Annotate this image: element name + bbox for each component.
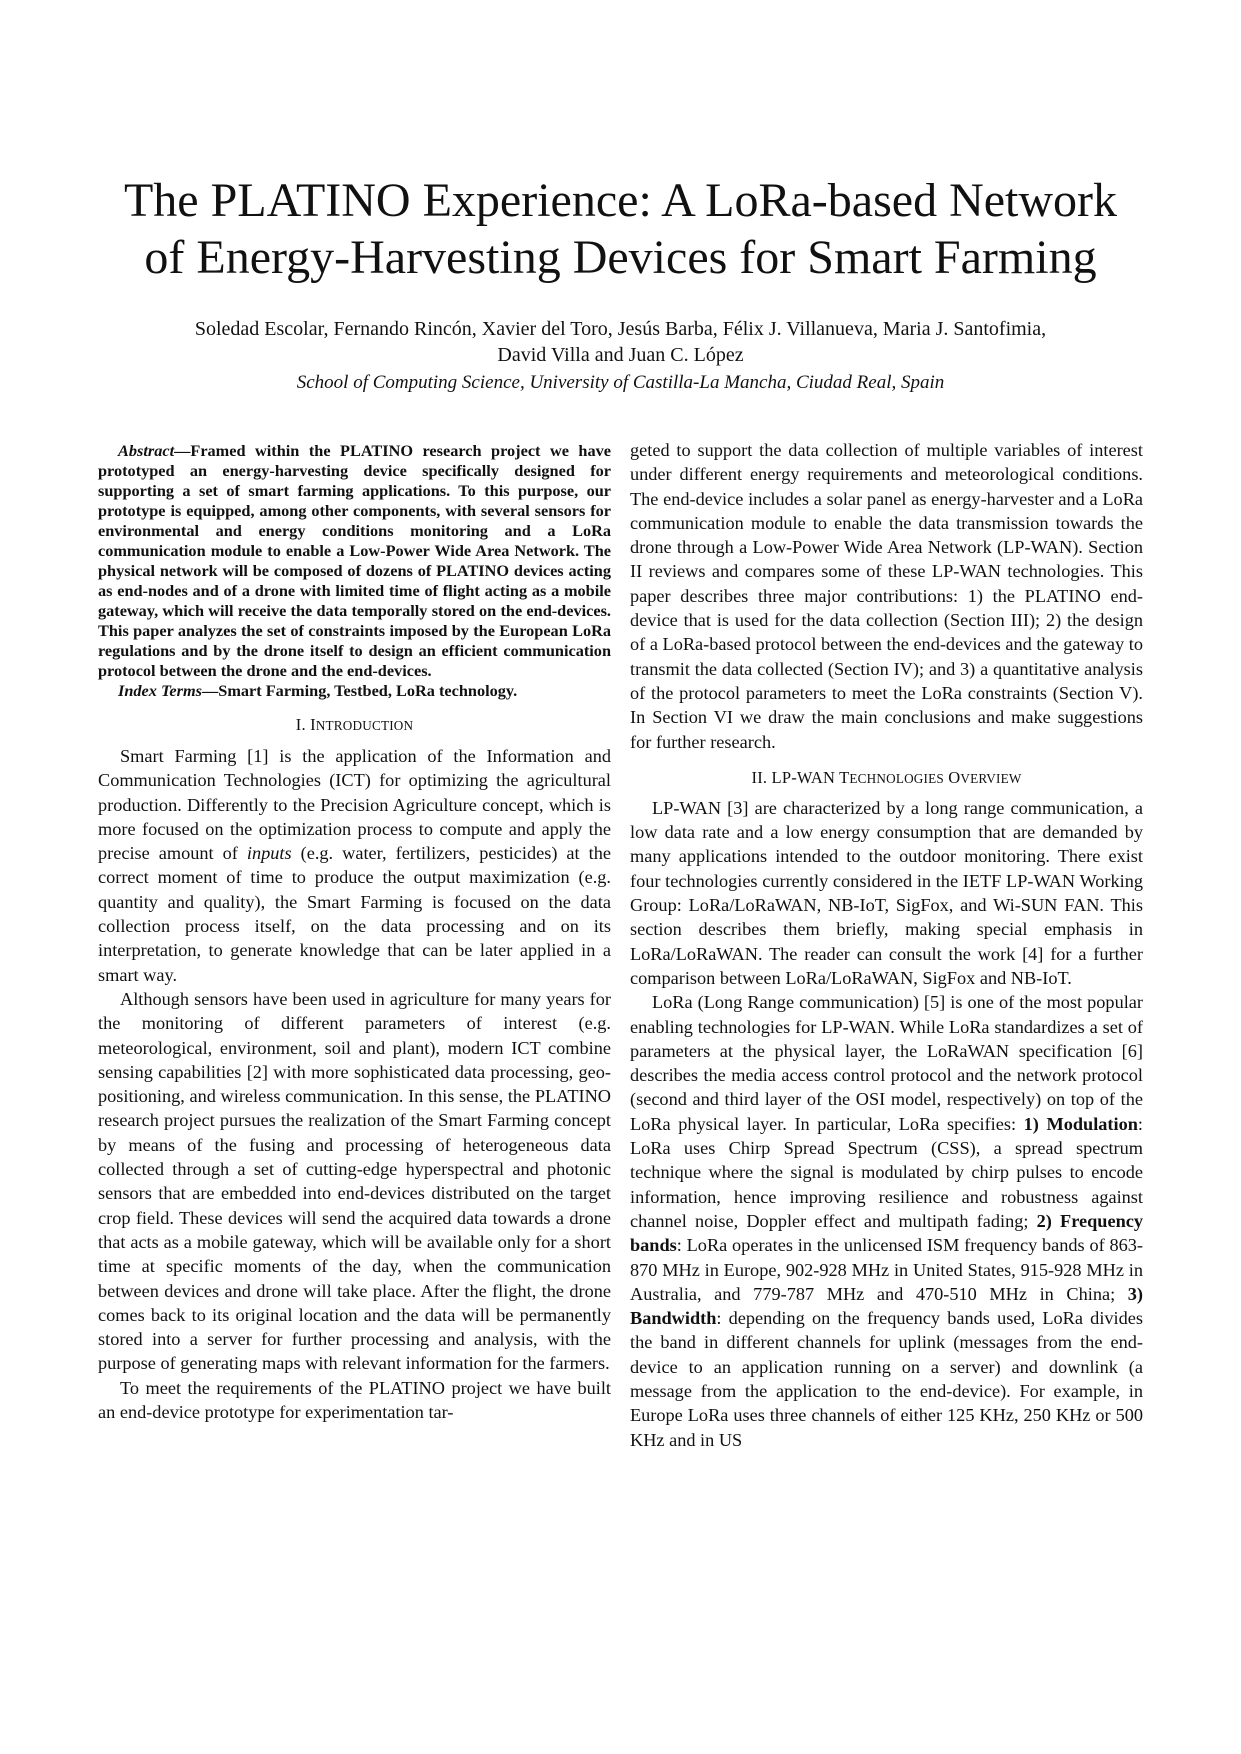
- lpwan-paragraph-1: LP-WAN [3] are characterized by a long range communication, a low data rate and a low energy consumption that are demanded by many applications intended to the outdoor monitoring. There exist four technologies currently considered in the IETF LP-WAN Working Group: LoRa/LoRaWAN, NB-IoT, SigFox, and Wi-SUN FAN. This section describes them briefly, making special emphasis in LoRa/LoRaWAN. The reader can consult the work [4] for a further comparison between LoRa/LoRaWAN, SigFox and NB-IoT.: [630, 797, 1143, 988]
- right-column: [630, 438, 1143, 1452]
- index-terms-label: Index Terms: [118, 681, 202, 700]
- index-terms: [98, 681, 611, 701]
- lpwan-p2-b: : LoRa uses Chirp Spread Spectrum (CSS), a spread spectrum technique where the signal is modulated by chirp pulses to encode information, hence improving resilience and robustness against channel noise, Doppler effect and multipath fading;: [630, 1113, 1143, 1231]
- abstract-text: —Framed within the PLATINO research project we have prototyped an energy-harvesting device specifically designed for supporting a set of smart farming applications. To this purpose, our prototype is equipped, among other components, with several sensors for environmental and energy conditions monitoring and a LoRa communication module to enable a Low-Power Wide Area Network. The physical network will be composed of dozens of PLATINO devices acting as end-nodes and of a drone with limited time of flight acting as a mobile gateway, which will receive the data temporally stored on the end-devices. This paper analyzes the set of constraints imposed by the European LoRa regulations and by the drone itself to design an efficient communication protocol between the drone and the end-devices.: [98, 441, 611, 680]
- intro-paragraph-3-continued: geted to support the data collection of multiple variables of interest under different energy requirements and meteorological conditions. The end-device includes a solar panel as energy-harvester and a LoRa communication module to enable the data transmission towards the drone through a Low-Power Wide Area Network (LP-WAN). Section II reviews and compares some of these LP-WAN technologies. This paper describes three major contributions: 1) the PLATINO end-device that is used for the data collection (Section III); 2) the design of a LoRa-based protocol between the end-devices and the gateway to transmit the data collected (Section IV); and 3) a quantitative analysis of the protocol parameters to meet the LoRa constraints (Section V). In Section VI we draw the main conclusions and make suggestions for further research.: [630, 440, 1143, 752]
- title-line-1: The PLATINO Experience: A LoRa-based Network: [123, 174, 1118, 227]
- section-1-initial: I: [310, 715, 316, 734]
- section-2-part-1: LP-WAN T: [771, 767, 850, 787]
- authors-line-1: Soledad Escolar, Fernando Rincón, Xavier del Toro, Jesús Barba, Félix J. Villanueva, Maria J. Santofimia,: [194, 318, 1047, 340]
- index-terms-text: —Smart Farming, Testbed, LoRa technology.: [201, 681, 518, 700]
- lpwan-p2-d: : depending on the frequency bands used, LoRa divides the band in different channels for uplink (messages from the end-device to an application running on a server) and downlink (a message from the application to the end-device). For example, in Europe LoRa uses three channels of either 125 KHz, 250 KHz or 500 KHz and in US: [630, 1308, 1143, 1450]
- affiliation: School of Computing Science, University of Castilla-La Mancha, Ciudad Real, Spain: [296, 372, 945, 393]
- intro-paragraph-3: To meet the requirements of the PLATINO project we have built an end-device prototype for experimentation tar-: [98, 1377, 611, 1423]
- intro-paragraph-1: [98, 744, 611, 987]
- intro-p1-rest: (e.g. water, fertilizers, pesticides) at the correct moment of time to produce the output maximization (e.g. quantity and quality), the Smart Farming is focused on the data collection process itself, on the data processing and on its interpretation, to generate knowledge that can be later applied in a smart way.: [98, 843, 611, 985]
- section-2-part-2: ECHNOLOGIES: [849, 770, 944, 786]
- section-1-numeral: I.: [295, 715, 311, 734]
- introduction-body: [98, 744, 611, 1424]
- left-column: [98, 441, 611, 1424]
- lpwan-body: [630, 796, 1143, 1452]
- lpwan-bold-bandwidth: 3) Bandwidth: [630, 1283, 1143, 1329]
- section-heading-lpwan: [630, 767, 1143, 790]
- section-1-smallcaps: NTRODUCTION: [315, 718, 414, 733]
- intro-p1-text: Smart Farming [1] is the application of the Information and Communication Technologies (ICT) for optimizing the agricultural production. Differently to the Precision Agriculture concept, which is more focused on the optimization process to compute and apply the precise amount of: [98, 746, 611, 864]
- section-2-part-3: O: [943, 767, 961, 787]
- section-heading-introduction: [98, 714, 611, 737]
- lpwan-p2-a: LoRa (Long Range communication) [5] is one of the most popular enabling technologies for LP-WAN. While LoRa standardizes a set of parameters at the physical layer, the LoRaWAN specification [6] describes the media access control protocol and the network protocol (second and third layer of the OSI model, respectively) on top of the LoRa physical layer. In particular, LoRa specifies:: [630, 992, 1143, 1134]
- lpwan-bold-frequency: 2) Frequency bands: [630, 1210, 1143, 1256]
- lpwan-bold-modulation: 1) Modulation: [1023, 1113, 1138, 1134]
- right-column-body: [630, 438, 1143, 754]
- title-line-2: of Energy-Harvesting Devices for Smart Farming: [144, 231, 1097, 284]
- section-2-numeral: II.: [751, 767, 772, 787]
- abstract-label: Abstract: [118, 441, 175, 460]
- intro-p1-emphasis: inputs: [246, 843, 292, 864]
- lpwan-p2-c: : LoRa operates in the unlicensed ISM frequency bands of 863-870 MHz in Europe, 902-928 MHz in United States, 915-928 MHz in Australia, and 779-787 MHz and 470-510 MHz in China;: [630, 1235, 1143, 1304]
- paper-title: [60, 172, 1181, 286]
- abstract: [98, 441, 611, 681]
- author-list: [80, 316, 1161, 368]
- section-2-part-4: VERVIEW: [960, 770, 1022, 786]
- authors-line-2: David Villa and Juan C. López: [497, 344, 744, 366]
- intro-paragraph-2: Although sensors have been used in agriculture for many years for the monitoring of different parameters of interest (e.g. meteorological, environment, soil and plant), modern ICT combine sensing capabilities [2] with more sophisticated data processing, geo-positioning, and wireless communication. In this sense, the PLATINO research project pursues the realization of the Smart Farming concept by means of the fusing and processing of heterogeneous data collected through a set of cutting-edge hyperspectral and photonic sensors that are embedded into end-devices distributed on the target crop field. These devices will send the acquired data towards a drone that acts as a mobile gateway, which will be available only for a short time at specific moments of the day, when the communication between devices and drone will take place. After the flight, the drone comes back to its original location and the data will be permanently stored into a server for further processing and analysis, with the purpose of generating maps with relevant information for the farmers.: [98, 988, 611, 1374]
- lpwan-paragraph-2: [630, 990, 1143, 1452]
